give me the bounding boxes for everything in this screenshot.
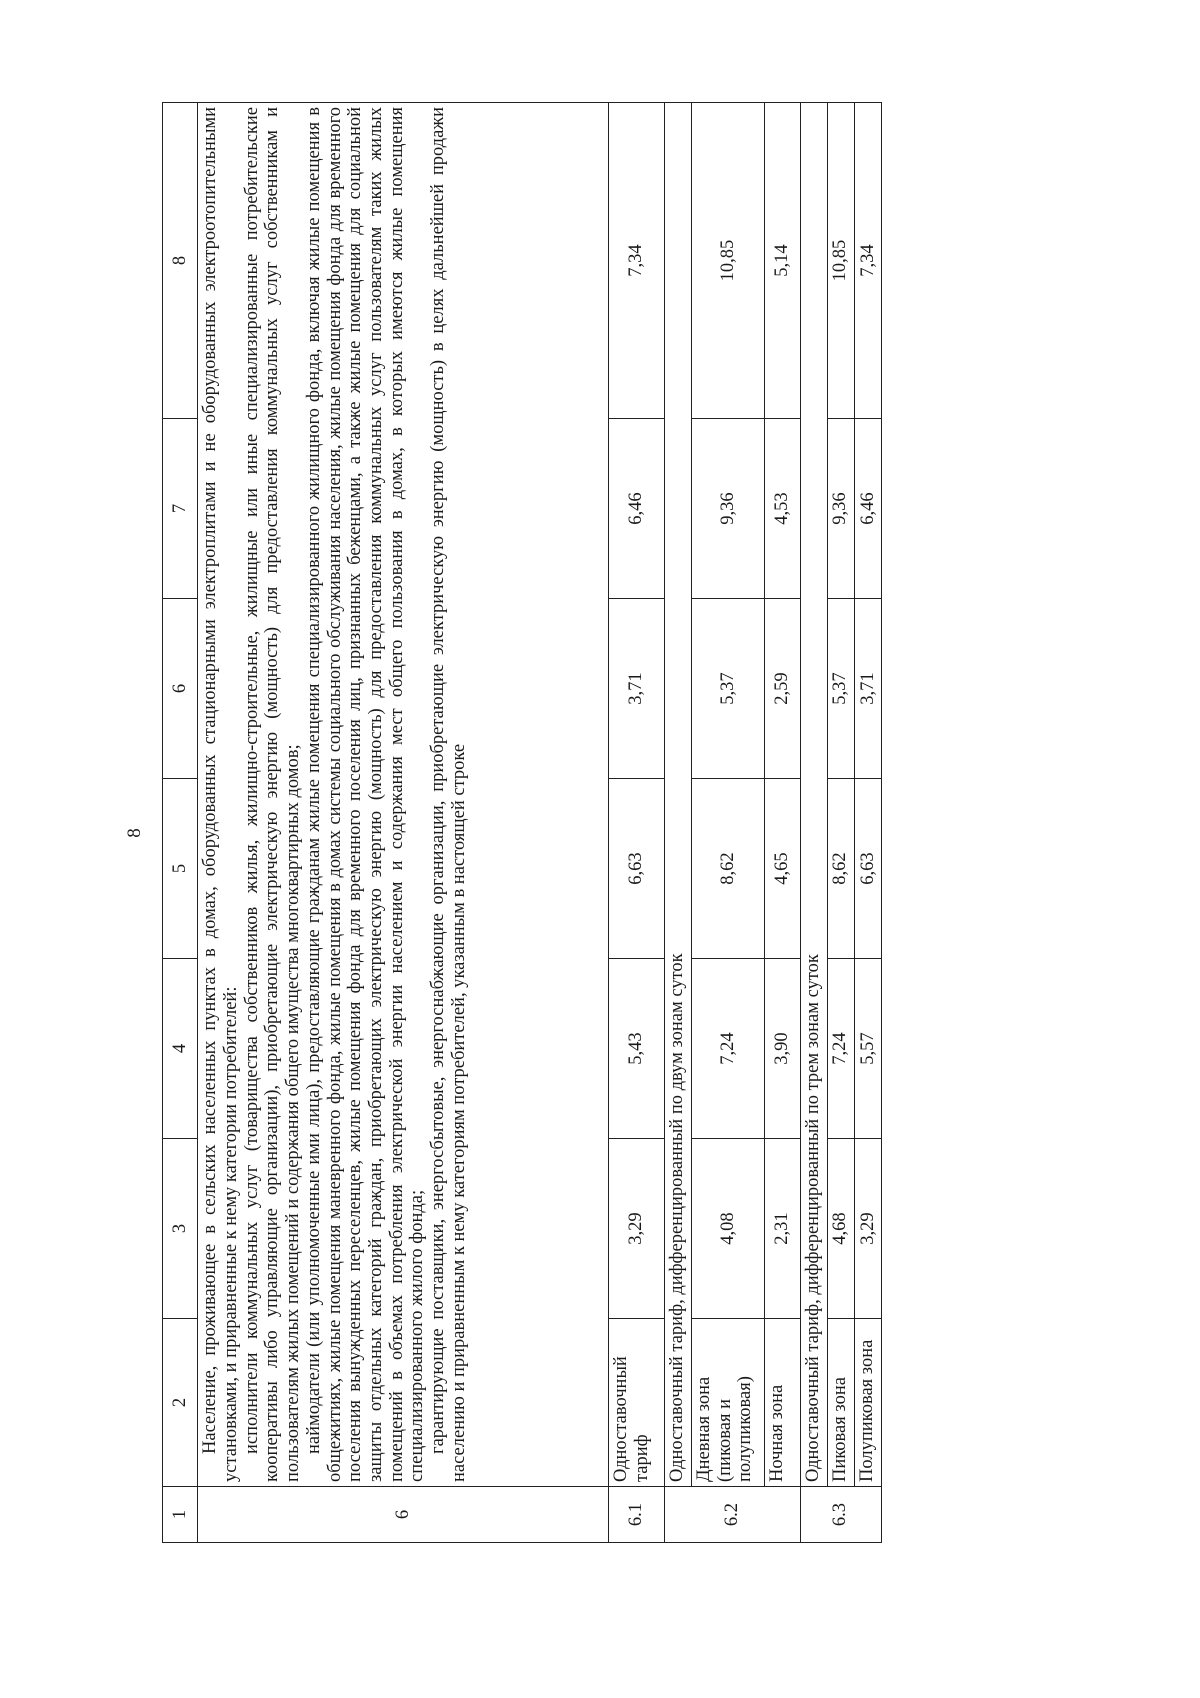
header-cell: 7 xyxy=(163,419,198,599)
value-cell: 4,08 xyxy=(691,1139,764,1319)
header-cell: 1 xyxy=(163,1487,198,1543)
section-paragraph: наймодатели (или уполномоченные ими лица), предоставляющие гражданам жилые помещения специализированного жилищного фонда, включая жилые помещения в общежитиях, жилые помещения маневренного фонда, жилые помещения в домах системы социального обслуживания населения, жилые помещения фонда для временного поселения вынужденных переселенцев, жилые помещения фонда для временного поселения лиц, признанных беженцами, а также жилые помещения для социальной защиты отдельных категорий граждан, приобретающих электрическую энергию (мощность) для предоставления коммунальных услуг пользователям таких жилых помещений в объемах потребления электрической энергии населением и содержания мест общего пользования в домах, в которых имеются жилые помещения специализированного жилого фонда; xyxy=(303,107,428,1482)
value-cell: 6,46 xyxy=(609,419,664,599)
value-cell: 6,46 xyxy=(854,419,881,599)
value-cell: 4,53 xyxy=(765,419,800,599)
table-row xyxy=(691,103,764,1543)
section-description xyxy=(198,103,609,1487)
page-number: 8 xyxy=(124,828,145,838)
section-paragraph: исполнители коммунальных услуг (товарищества собственников жилья, жилищно-строительные, жилищные или иные специализированные потребительские кооперативы либо управляющие организации), приобретающие электрическую энергию (мощность) для предоставления коммунальных услуг собственникам и пользователям жилых помещений и содержания общего имущества многоквартирных домов; xyxy=(241,107,304,1482)
value-cell: 4,68 xyxy=(827,1139,854,1319)
table-row xyxy=(854,103,881,1543)
value-cell: 10,85 xyxy=(691,103,764,419)
value-cell: 5,37 xyxy=(827,599,854,779)
value-cell: 2,31 xyxy=(765,1139,800,1319)
value-cell: 7,34 xyxy=(854,103,881,419)
value-cell: 9,36 xyxy=(827,419,854,599)
table-row xyxy=(609,103,664,1543)
value-cell: 4,65 xyxy=(765,779,800,959)
value-cell: 6,63 xyxy=(854,779,881,959)
row-name: Полупиковая зона xyxy=(854,1319,881,1487)
table-row xyxy=(765,103,800,1543)
value-cell: 6,63 xyxy=(609,779,664,959)
row-number: 6.3 xyxy=(800,1487,882,1543)
value-cell: 7,24 xyxy=(827,959,854,1139)
value-cell: 5,57 xyxy=(854,959,881,1139)
tariff-table xyxy=(162,102,882,1543)
row-name: Ночная зона xyxy=(765,1319,800,1487)
value-cell: 10,85 xyxy=(827,103,854,419)
section-paragraph: Население, проживающее в сельских населенных пунктах в домах, оборудованных стационарными электроплитами и не оборудованных электроотопительными установками, и приравненные к нему категории потребителей: xyxy=(200,107,241,1482)
header-row xyxy=(163,103,198,1543)
header-cell: 2 xyxy=(163,1319,198,1487)
value-cell: 8,62 xyxy=(691,779,764,959)
header-cell: 3 xyxy=(163,1139,198,1319)
header-cell: 5 xyxy=(163,779,198,959)
value-cell: 5,37 xyxy=(691,599,764,779)
value-cell: 5,43 xyxy=(609,959,664,1139)
row-number: 6.2 xyxy=(664,1487,800,1543)
section-number: 6 xyxy=(198,1487,609,1543)
subheader-row xyxy=(800,103,827,1543)
row-name: Пиковая зона xyxy=(827,1319,854,1487)
subheader-text: Одноставочный тариф, дифференцированный по двум зонам суток xyxy=(664,103,691,1487)
value-cell: 3,29 xyxy=(609,1139,664,1319)
rotated-table-wrapper xyxy=(162,103,882,1543)
value-cell: 3,71 xyxy=(854,599,881,779)
value-cell: 3,71 xyxy=(609,599,664,779)
value-cell: 5,14 xyxy=(765,103,800,419)
row-name: Дневная зона (пиковая и полупиковая) xyxy=(691,1319,764,1487)
value-cell: 7,34 xyxy=(609,103,664,419)
row-number: 6.1 xyxy=(609,1487,664,1543)
value-cell: 7,24 xyxy=(691,959,764,1139)
value-cell: 8,62 xyxy=(827,779,854,959)
value-cell: 3,90 xyxy=(765,959,800,1139)
table-row xyxy=(827,103,854,1543)
section-paragraph: гарантирующие поставщики, энергосбытовые, энергоснабжающие организации, приобретающие электрическую энергию (мощность) в целях дальнейшей продажи населению и приравненным к нему категориям потребителей, указанным в настоящей строке xyxy=(428,107,469,1482)
header-cell: 4 xyxy=(163,959,198,1139)
value-cell: 2,59 xyxy=(765,599,800,779)
section-row xyxy=(198,103,609,1543)
row-name: Одноставочный тариф xyxy=(609,1319,664,1487)
header-cell: 6 xyxy=(163,599,198,779)
header-cell: 8 xyxy=(163,103,198,419)
subheader-row xyxy=(664,103,691,1543)
subheader-text: Одноставочный тариф, дифференцированный по трем зонам суток xyxy=(800,103,827,1487)
value-cell: 3,29 xyxy=(854,1139,881,1319)
value-cell: 9,36 xyxy=(691,419,764,599)
